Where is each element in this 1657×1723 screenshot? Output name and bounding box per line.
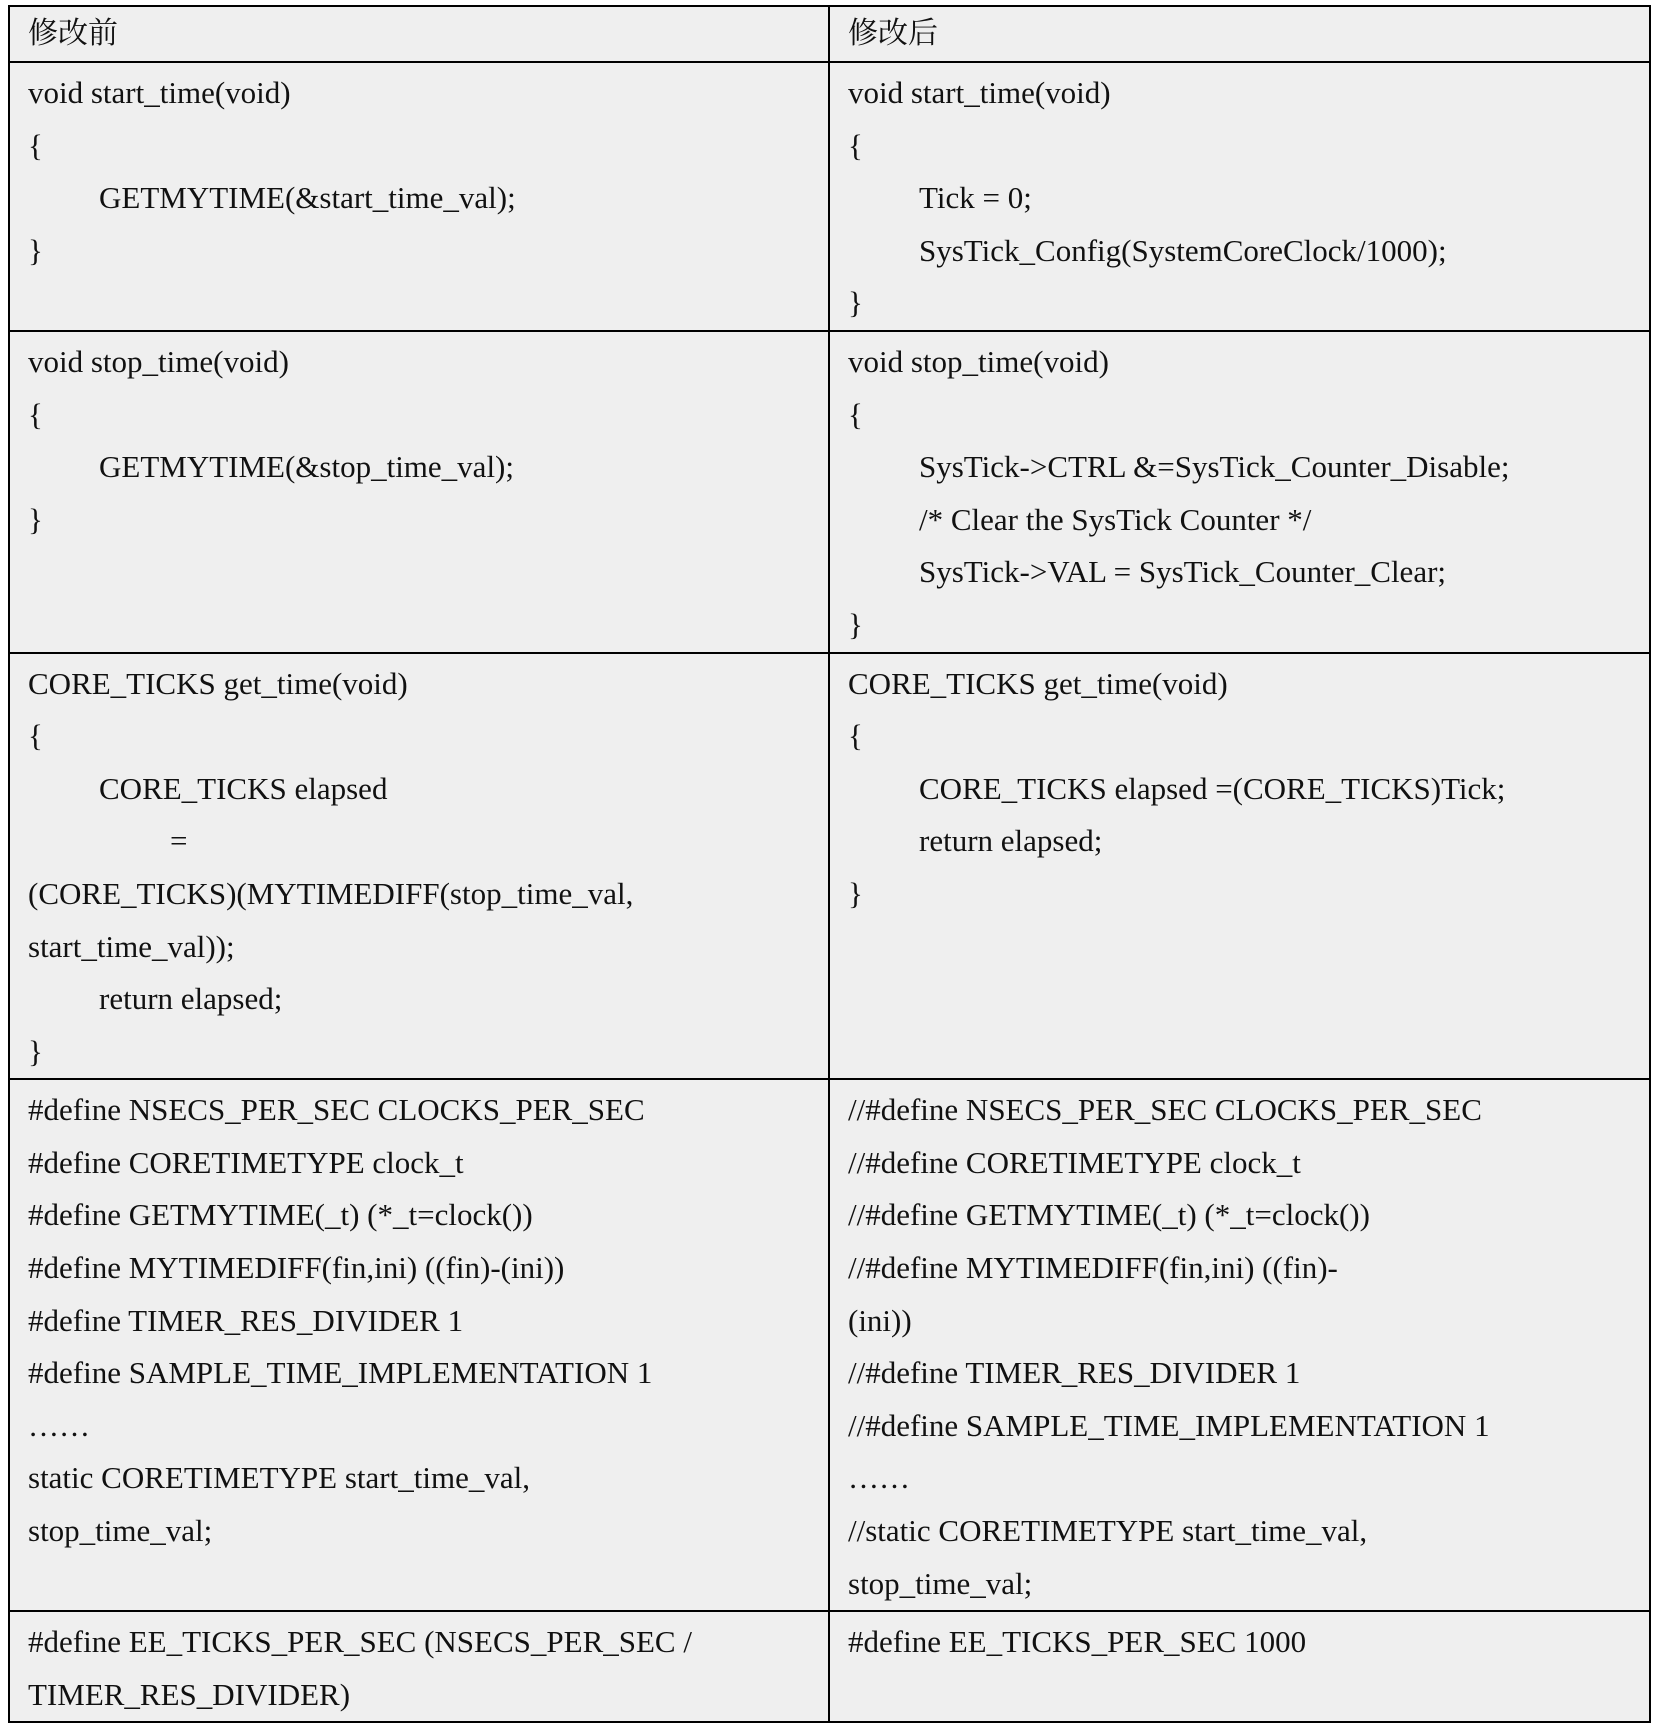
table-header-row bbox=[9, 6, 1650, 62]
code-line: #define EE_TICKS_PER_SEC 1000 bbox=[848, 1624, 1307, 1660]
code-line: CORE_TICKS get_time(void) bbox=[28, 665, 408, 701]
code-line: /* Clear the SysTick Counter */ bbox=[919, 501, 1312, 537]
code-line: { bbox=[28, 396, 43, 432]
table-row bbox=[9, 331, 1650, 653]
code-line: CORE_TICKS elapsed =(CORE_TICKS)Tick; bbox=[919, 770, 1506, 806]
code-line: { bbox=[848, 718, 863, 754]
code-line: //#define NSECS_PER_SEC CLOCKS_PER_SEC bbox=[848, 1092, 1482, 1128]
after-code-cell bbox=[829, 1079, 1650, 1611]
code-line: SysTick_Config(SystemCoreClock/1000); bbox=[919, 232, 1447, 268]
table-row bbox=[9, 653, 1650, 1080]
code-line: //#define GETMYTIME(_t) (*_t=clock()) bbox=[848, 1197, 1370, 1233]
code-line: #define CORETIMETYPE clock_t bbox=[28, 1144, 464, 1180]
code-line: } bbox=[28, 501, 43, 537]
code-line: } bbox=[28, 232, 43, 268]
code-line: #define NSECS_PER_SEC CLOCKS_PER_SEC bbox=[28, 1092, 645, 1128]
header-before-label: 修改前 bbox=[28, 16, 118, 51]
code-line: void start_time(void) bbox=[28, 75, 291, 110]
code-line: #define GETMYTIME(_t) (*_t=clock()) bbox=[28, 1197, 533, 1233]
code-line: void start_time(void) bbox=[848, 75, 1111, 110]
code-line: stop_time_val; bbox=[848, 1565, 1033, 1601]
code-line: //#define TIMER_RES_DIVIDER 1 bbox=[848, 1355, 1301, 1391]
header-cell-after bbox=[829, 6, 1650, 62]
after-code-cell bbox=[829, 62, 1650, 331]
code-line: #define TIMER_RES_DIVIDER 1 bbox=[28, 1302, 464, 1338]
code-line: void stop_time(void) bbox=[848, 343, 1109, 379]
code-line: } bbox=[28, 1033, 43, 1069]
code-line: return elapsed; bbox=[919, 823, 1103, 859]
before-code-cell bbox=[9, 1079, 829, 1611]
before-code-cell bbox=[9, 1611, 829, 1722]
code-line: SysTick->CTRL &=SysTick_Counter_Disable; bbox=[919, 449, 1510, 485]
code-line: //#define SAMPLE_TIME_IMPLEMENTATION 1 bbox=[848, 1407, 1490, 1443]
code-line: } bbox=[848, 875, 863, 911]
code-line: { bbox=[28, 718, 43, 754]
after-code-cell bbox=[829, 1611, 1650, 1722]
table-row bbox=[9, 1079, 1650, 1611]
header-cell-before bbox=[9, 6, 829, 62]
code-line: { bbox=[848, 396, 863, 432]
code-line: SysTick->VAL = SysTick_Counter_Clear; bbox=[919, 554, 1447, 590]
code-line: start_time_val)); bbox=[28, 928, 235, 964]
table-row bbox=[9, 1611, 1650, 1722]
code-line: TIMER_RES_DIVIDER) bbox=[28, 1676, 351, 1712]
code-line: GETMYTIME(&start_time_val); bbox=[99, 180, 516, 216]
code-line: Tick = 0; bbox=[919, 180, 1032, 216]
code-line: } bbox=[848, 285, 863, 321]
after-code-cell bbox=[829, 653, 1650, 1080]
code-line: #define MYTIMEDIFF(fin,ini) ((fin)-(ini)) bbox=[28, 1250, 565, 1286]
code-line: …… bbox=[28, 1407, 90, 1443]
code-line: { bbox=[28, 127, 43, 163]
after-code-cell bbox=[829, 331, 1650, 653]
table-row bbox=[9, 62, 1650, 331]
code-line: CORE_TICKS elapsed bbox=[99, 770, 388, 806]
code-line: //static CORETIMETYPE start_time_val, bbox=[848, 1513, 1368, 1549]
code-line: #define EE_TICKS_PER_SEC (NSECS_PER_SEC / bbox=[28, 1624, 692, 1660]
before-code-cell bbox=[9, 62, 829, 331]
code-line: #define SAMPLE_TIME_IMPLEMENTATION 1 bbox=[28, 1355, 653, 1391]
code-line: //#define MYTIMEDIFF(fin,ini) ((fin)- bbox=[848, 1250, 1338, 1286]
code-line: stop_time_val; bbox=[28, 1513, 213, 1549]
code-line: } bbox=[848, 606, 863, 642]
code-line: static CORETIMETYPE start_time_val, bbox=[28, 1460, 530, 1496]
code-line: //#define CORETIMETYPE clock_t bbox=[848, 1144, 1301, 1180]
code-comparison-table bbox=[8, 5, 1651, 1723]
code-line: GETMYTIME(&stop_time_val); bbox=[99, 449, 514, 485]
code-line: void stop_time(void) bbox=[28, 343, 289, 379]
code-line: = bbox=[170, 823, 188, 859]
code-line: { bbox=[848, 127, 863, 163]
code-line: …… bbox=[848, 1460, 910, 1496]
before-code-cell bbox=[9, 653, 829, 1080]
code-line: CORE_TICKS get_time(void) bbox=[848, 665, 1228, 701]
code-line: (ini)) bbox=[848, 1302, 912, 1338]
code-line: (CORE_TICKS)(MYTIMEDIFF(stop_time_val, bbox=[28, 875, 634, 911]
code-line: return elapsed; bbox=[99, 981, 283, 1017]
header-after-label: 修改后 bbox=[848, 16, 938, 51]
before-code-cell bbox=[9, 331, 829, 653]
